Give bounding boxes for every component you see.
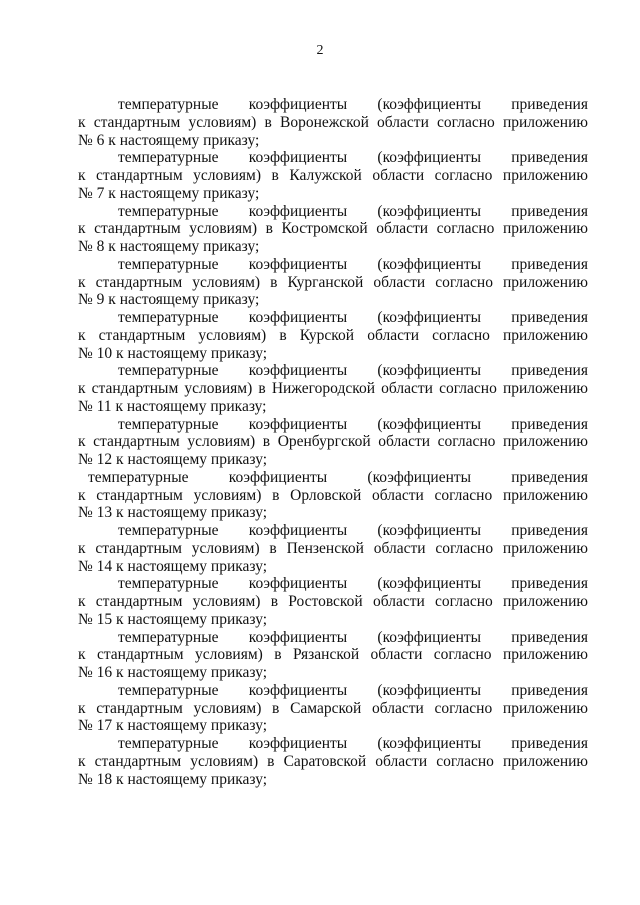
text-line [78, 274, 588, 292]
word: условиям) [193, 486, 262, 504]
word: № 11 к настоящему приказу; [78, 397, 267, 415]
text-line [78, 487, 588, 505]
word: температурные [118, 735, 219, 752]
list-item [78, 96, 588, 149]
word: коэффициенты [248, 309, 348, 326]
word: согласно [433, 646, 492, 664]
word: коэффициенты [248, 575, 348, 593]
list-item [78, 416, 588, 469]
text-line [78, 771, 588, 789]
text-line [78, 700, 588, 718]
word: области [371, 699, 424, 717]
word: в [279, 326, 287, 344]
word: Костромской [281, 220, 368, 238]
word: условиям) [190, 752, 259, 770]
word: № 18 к настоящему приказу; [78, 770, 268, 788]
word: приложению [502, 486, 588, 504]
word: № 14 к настоящему приказу; [78, 557, 268, 575]
word: области [372, 593, 425, 610]
list-item [78, 203, 588, 256]
text-line [78, 167, 588, 185]
word: температурные [118, 522, 219, 539]
word: области [370, 646, 423, 664]
word: области [373, 539, 426, 557]
word: согласно [435, 593, 493, 610]
word: в [272, 486, 280, 504]
word: приведения [511, 522, 588, 539]
word: к [78, 646, 86, 664]
word: № 7 к настоящему приказу; [78, 184, 260, 202]
word: № 8 к настоящему приказу; [78, 238, 260, 255]
text-line [78, 451, 588, 469]
word: условиям) [187, 433, 256, 451]
word: приложению [502, 699, 588, 717]
word: Оренбургской [277, 433, 371, 451]
word: условиям) [193, 167, 261, 184]
word: согласно [434, 167, 493, 184]
text-line [78, 185, 588, 203]
word: приведения [511, 96, 588, 113]
word: (коэффициенты [377, 681, 482, 699]
text-line [78, 629, 588, 647]
word: коэффициенты [248, 681, 348, 699]
word: № 17 к настоящему приказу; [78, 717, 268, 735]
text-line [78, 398, 588, 416]
text-line [78, 522, 588, 540]
word: Пензенской [286, 539, 364, 557]
text-line [78, 611, 588, 629]
word: области [372, 167, 425, 184]
text-line [78, 540, 588, 558]
word: № 12 к настоящему приказу; [78, 451, 268, 468]
word: приведения [511, 681, 588, 699]
list-item [78, 469, 588, 522]
word: Рязанской [293, 646, 360, 664]
word: № 16 к настоящему приказу; [78, 664, 268, 681]
word: коэффициенты [248, 735, 348, 752]
text-line [78, 345, 588, 363]
word: в [269, 539, 277, 557]
word: к [78, 433, 86, 451]
document-body [78, 96, 588, 788]
word: области [371, 486, 424, 504]
word: стандартным [96, 699, 183, 717]
word: согласно [434, 486, 493, 504]
word: (коэффициенты [377, 735, 482, 752]
word: к [78, 380, 86, 397]
word: приведения [511, 575, 588, 593]
word: к [78, 699, 86, 717]
word: стандартным [95, 539, 182, 557]
word: № 13 к настоящему приказу; [78, 504, 268, 522]
word: приложению [503, 752, 588, 770]
word: приложению [503, 433, 588, 451]
word: (коэффициенты [377, 255, 482, 273]
text-line [78, 717, 588, 735]
word: № 6 к настоящему приказу; [78, 131, 260, 149]
word: (коэффициенты [377, 149, 482, 167]
word: приведения [511, 362, 588, 380]
word: температурные [118, 255, 219, 273]
word: коэффициенты [248, 628, 348, 646]
word: в [258, 380, 266, 397]
word: в [272, 699, 280, 717]
word: стандартным [95, 273, 183, 291]
text-line [78, 593, 588, 611]
word: Курганской [287, 273, 364, 291]
list-item [78, 256, 588, 309]
word: температурные [118, 96, 219, 113]
word: коэффициенты [248, 255, 348, 273]
word: в [271, 167, 279, 184]
word: в [264, 113, 272, 131]
word: приложению [502, 539, 588, 557]
word: стандартным [96, 486, 183, 504]
word: согласно [436, 752, 494, 770]
word: (коэффициенты [377, 415, 482, 433]
word: приведения [511, 468, 588, 486]
word: условиям) [189, 220, 258, 238]
word: к [78, 539, 86, 557]
word: к [78, 593, 86, 610]
word: коэффициенты [248, 362, 348, 380]
word: температурные [118, 362, 219, 380]
word: в [267, 752, 275, 770]
word: согласно [437, 433, 496, 451]
word: стандартным [96, 167, 183, 184]
text-line [78, 96, 588, 114]
text-line [78, 753, 588, 771]
word: приведения [511, 255, 588, 273]
text-line [78, 735, 588, 753]
list-item [78, 309, 588, 362]
word: коэффициенты [248, 522, 348, 539]
word: (коэффициенты [377, 96, 482, 113]
word: приведения [511, 735, 588, 752]
text-line [78, 575, 588, 593]
word: (коэффициенты [367, 468, 472, 486]
word: приведения [511, 415, 588, 433]
text-line [78, 238, 588, 256]
word: температурные [118, 415, 219, 433]
word: к [78, 220, 86, 238]
word: (коэффициенты [377, 575, 482, 593]
text-line [78, 682, 588, 700]
word: в [274, 646, 282, 664]
text-line [78, 203, 588, 221]
text-line [78, 149, 588, 167]
word: согласно [436, 220, 495, 238]
word: стандартным [93, 433, 180, 451]
word: области [378, 433, 431, 451]
word: температурные [118, 149, 219, 167]
word: к [78, 113, 86, 131]
word: Курской [299, 326, 355, 344]
word: Орловской [290, 486, 362, 504]
text-line [78, 132, 588, 150]
word: области [376, 220, 429, 238]
word: Саратовской [283, 752, 367, 770]
word: (коэффициенты [377, 628, 482, 646]
text-line [78, 558, 588, 576]
text-line [78, 114, 588, 132]
word: № 15 к настоящему приказу; [78, 610, 268, 628]
word: в [270, 273, 278, 291]
text-line [78, 220, 588, 238]
word: к [78, 326, 86, 344]
word: Калужской [289, 167, 362, 184]
list-item [78, 522, 588, 575]
list-item [78, 149, 588, 202]
word: согласно [439, 380, 497, 397]
word: согласно [432, 326, 490, 344]
word: стандартным [95, 593, 183, 610]
word: согласно [437, 113, 495, 131]
word: условиям) [193, 699, 262, 717]
word: согласно [434, 699, 493, 717]
word: (коэффициенты [377, 522, 482, 539]
word: в [265, 220, 273, 238]
word: коэффициенты [248, 149, 348, 167]
word: стандартным [93, 113, 181, 131]
word: № 9 к настоящему приказу; [78, 291, 260, 309]
word: согласно [435, 539, 494, 557]
word: приведения [511, 628, 588, 646]
word: температурные [118, 575, 219, 593]
word: коэффициенты [248, 415, 348, 433]
word: к [78, 486, 86, 504]
word: в [270, 593, 279, 610]
word: условиям) [198, 326, 267, 344]
text-line [78, 362, 588, 380]
text-line [78, 646, 588, 664]
text-line [78, 664, 588, 682]
word: приложению [502, 167, 588, 184]
list-item [78, 735, 588, 788]
word: температурные [88, 468, 189, 486]
word: стандартным [91, 380, 179, 397]
word: к [78, 167, 86, 184]
word: условиям) [191, 539, 260, 557]
text-line [78, 256, 588, 274]
word: приложению [502, 113, 588, 131]
word: стандартным [94, 752, 182, 770]
word: условиям) [192, 593, 261, 610]
word: области [367, 326, 420, 344]
word: согласно [435, 273, 493, 291]
word: области [375, 752, 428, 770]
word: коэффициенты [248, 96, 348, 113]
page-number: 2 [316, 43, 324, 58]
word: Ростовской [288, 593, 363, 610]
word: в [262, 433, 271, 451]
word: Самарской [290, 699, 362, 717]
word: стандартным [98, 326, 186, 344]
word: приложению [503, 593, 588, 610]
word: условиям) [192, 273, 261, 291]
word: приложению [502, 380, 588, 397]
word: температурные [118, 202, 219, 220]
word: Нижегородской [271, 380, 376, 397]
word: приложению [503, 326, 588, 344]
word: области [377, 113, 429, 131]
word: (коэффициенты [377, 309, 482, 326]
word: к [78, 752, 86, 770]
word: стандартным [96, 646, 184, 664]
list-item [78, 362, 588, 415]
word: приведения [511, 309, 588, 326]
text-line [78, 504, 588, 522]
word: № 10 к настоящему приказу; [78, 344, 268, 362]
text-line [78, 327, 588, 345]
word: стандартным [94, 220, 181, 238]
word: приложению [502, 273, 588, 291]
word: температурные [118, 628, 219, 646]
text-line [78, 291, 588, 309]
list-item [78, 682, 588, 735]
word: приведения [511, 202, 588, 220]
text-line [78, 309, 588, 327]
word: коэффициенты [248, 202, 348, 220]
text-line [78, 469, 588, 487]
word: области [381, 380, 433, 397]
word: температурные [118, 681, 219, 699]
text-line [78, 433, 588, 451]
text-line [78, 380, 588, 398]
word: условиям) [188, 113, 257, 131]
word: условиям) [195, 646, 263, 664]
text-line [78, 416, 588, 434]
list-item [78, 575, 588, 628]
word: условиям) [184, 380, 253, 397]
word: температурные [118, 309, 219, 326]
word: к [78, 273, 86, 291]
word: (коэффициенты [377, 202, 482, 220]
word: Воронежской [280, 113, 369, 131]
word: области [373, 273, 426, 291]
word: приложению [502, 646, 588, 664]
word: (коэффициенты [377, 362, 482, 380]
list-item [78, 629, 588, 682]
word: коэффициенты [228, 468, 328, 486]
word: приведения [511, 149, 588, 167]
word: приложению [502, 220, 588, 238]
